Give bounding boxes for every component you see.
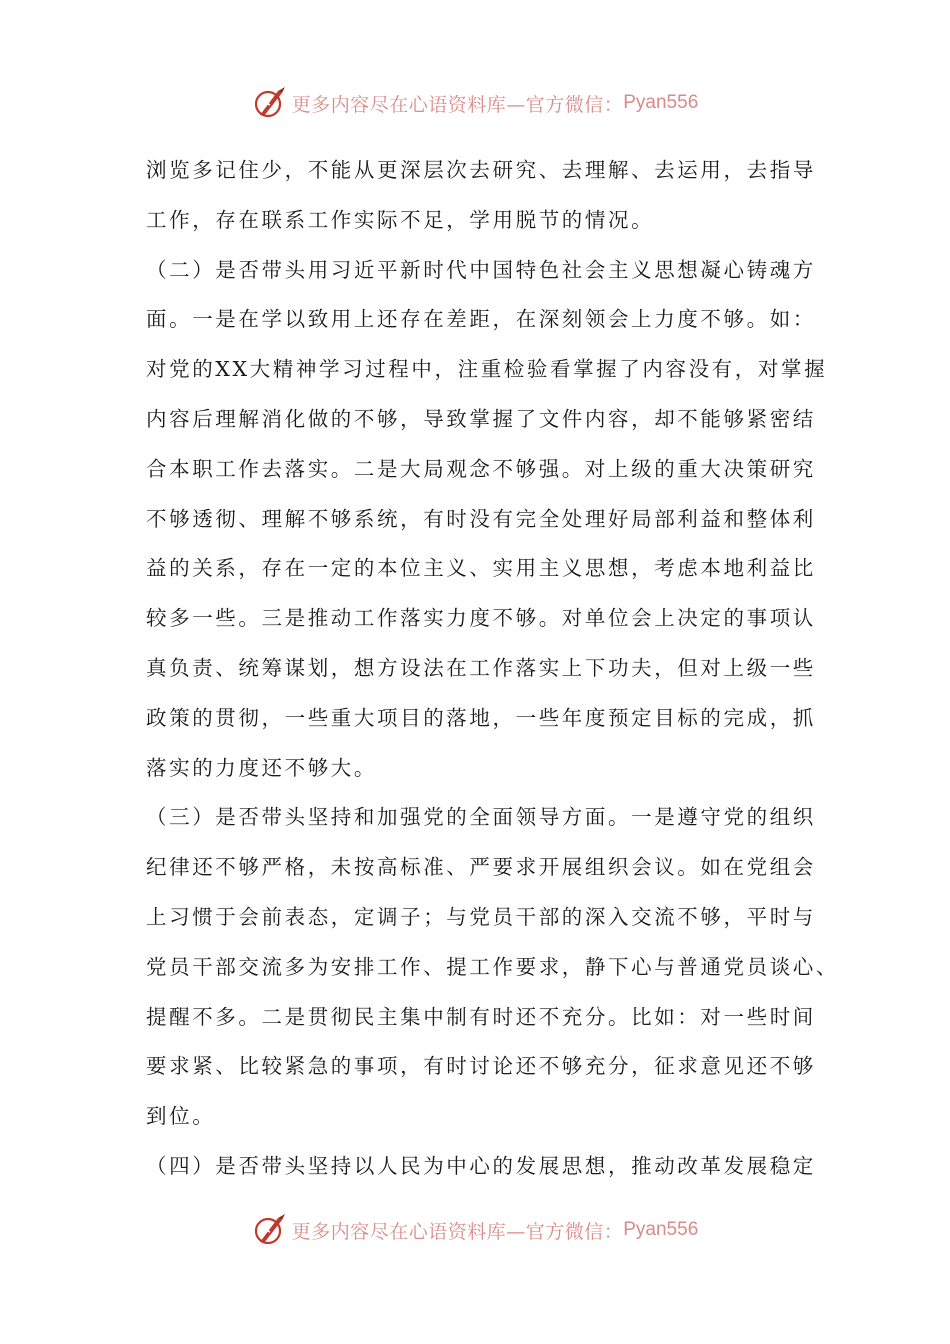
text-line: 面。一是在学以致用上还存在差距，在深刻领会上力度不够。如：: [146, 307, 816, 332]
text-line: （四）是否带头坚持以人民为中心的发展思想，推动改革发展稳定: [146, 1153, 816, 1178]
banner-wechat-handle: Pyan556: [623, 92, 699, 113]
quill-pen-logo-icon: [252, 85, 288, 121]
document-body: [146, 146, 839, 1192]
text-line: 上习惯于会前表态，定调子；与党员干部的深入交流不够，平时与: [146, 904, 816, 929]
banner-text: 更多内容尽在心语资料库—官方微信：: [291, 1220, 624, 1243]
banner-wechat-handle: Pyan556: [623, 1219, 699, 1240]
text-line: 要求紧、比较紧急的事项，有时讨论还不够充分，征求意见还不够: [146, 1054, 816, 1079]
quill-pen-logo-icon: [252, 1212, 288, 1248]
text-line: 真负责、统筹谋划，想方设法在工作落实上下功夫，但对上级一些: [146, 655, 816, 680]
text-line: 提醒不多。二是贯彻民主集中制有时还不充分。比如：对一些时间: [146, 1004, 816, 1029]
text-line: 党员干部交流多为安排工作、提工作要求，静下心与普通党员谈心、: [146, 954, 839, 979]
text-line: 浏览多记住少，不能从更深层次去研究、去理解、去运用，去指导: [146, 158, 816, 182]
footer-banner: [0, 1208, 950, 1252]
text-line: 益的关系，存在一定的本位主义、实用主义思想，考虑本地利益比: [146, 556, 816, 581]
text-line: 较多一些。三是推动工作落实力度不够。对单位会上决定的事项认: [146, 606, 816, 631]
text-line: （二）是否带头用习近平新时代中国特色社会主义思想凝心铸魂方: [146, 257, 816, 282]
text-line: 纪律还不够严格，未按高标准、严要求开展组织会议。如在党组会: [146, 855, 816, 880]
text-line: 合本职工作去落实。二是大局观念不够强。对上级的重大决策研究: [146, 456, 816, 481]
text-line: 不够透彻、理解不够系统，有时没有完全处理好局部利益和整体利: [146, 506, 816, 531]
text-line: 内容后理解消化做的不够，导致掌握了文件内容，却不能够紧密结: [146, 406, 816, 431]
banner-text: 更多内容尽在心语资料库—官方微信：: [291, 93, 624, 116]
text-line: 落实的力度还不够大。: [146, 755, 377, 780]
text-line: 对党的XX大精神学习过程中，注重检验看掌握了内容没有，对掌握: [146, 357, 828, 382]
text-line: 到位。: [146, 1104, 216, 1129]
text-line: 工作，存在联系工作实际不足，学用脱节的情况。: [146, 207, 655, 232]
text-line: （三）是否带头坚持和加强党的全面领导方面。一是遵守党的组织: [146, 805, 816, 830]
text-line: 政策的贯彻，一些重大项目的落地，一些年度预定目标的完成，抓: [146, 705, 816, 730]
header-banner: [0, 81, 950, 125]
